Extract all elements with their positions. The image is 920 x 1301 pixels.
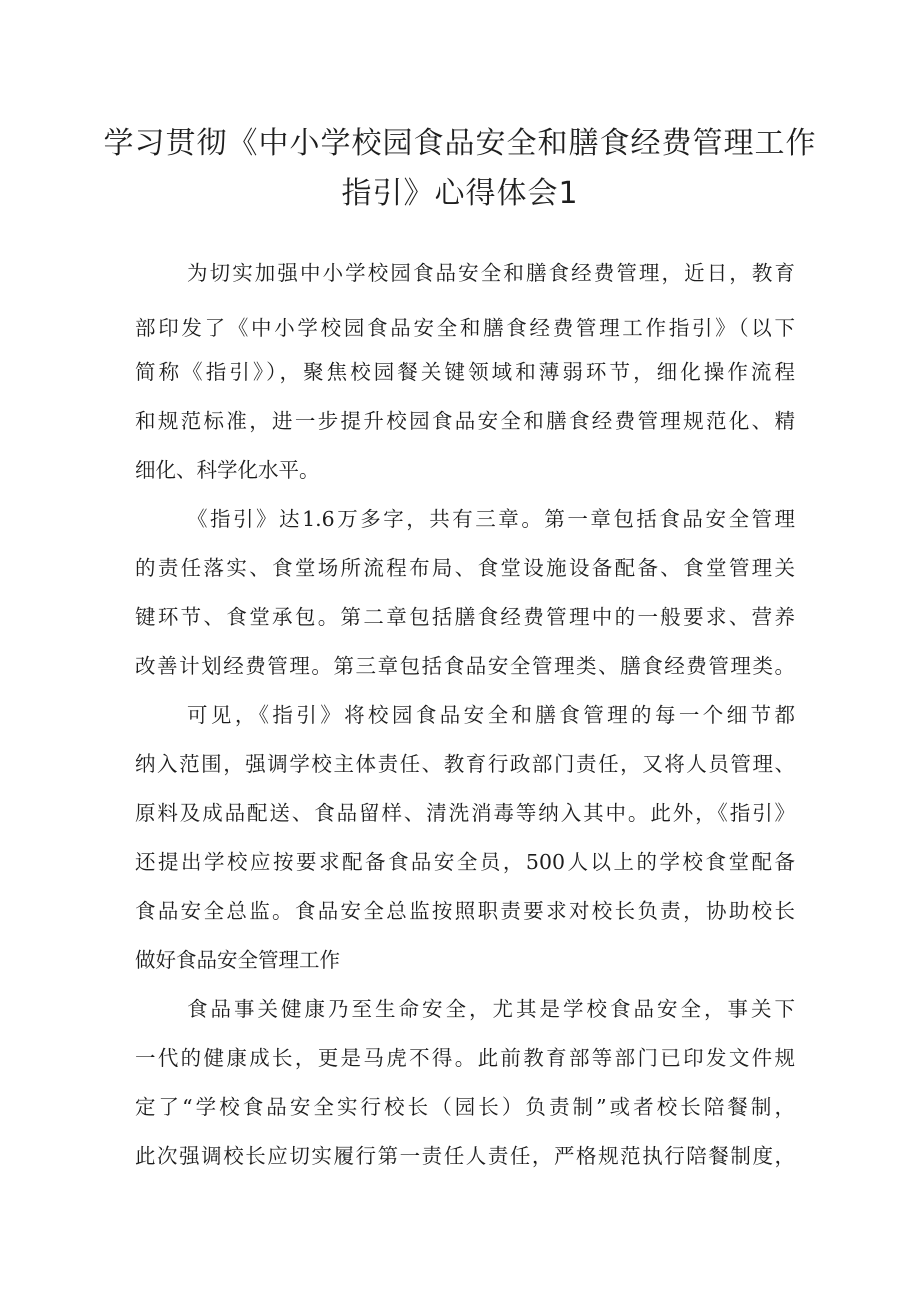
paragraph-1-line-4: 和规范标准，进一步提升校园食品安全和膳食经费管理规范化、精 [135, 409, 795, 433]
paragraph-2-line-4: 改善计划经费管理。第三章包括食品安全管理类、膳食经费管理类。 [135, 654, 795, 678]
paragraph-4-line-1: 食品事关健康乃至生命安全，尤其是学校食品安全，事关下 [187, 997, 795, 1021]
paragraph-2-line-1: 《指引》达1.6万多字，共有三章。第一章包括食品安全管理 [187, 507, 795, 531]
paragraph-3-line-4: 还提出学校应按要求配备食品安全员，500人以上的学校食堂配备 [135, 850, 795, 874]
paragraph-3-line-3: 原料及成品配送、食品留样、清洗消毒等纳入其中。此外，《指引》 [135, 801, 795, 825]
document-title-line-1: 学习贯彻《中小学校园食品安全和膳食经费管理工作 [103, 126, 817, 161]
paragraph-1-line-5: 细化、科学化水平。 [135, 458, 320, 482]
paragraph-3-line-1: 可见，《指引》将校园食品安全和膳食管理的每一个细节都 [187, 703, 795, 727]
document-title-line-2: 指引》心得体会1 [341, 176, 579, 211]
paragraph-1-line-1: 为切实加强中小学校园食品安全和膳食经费管理，近日，教育 [187, 261, 795, 285]
paragraph-3-line-5: 食品安全总监。食品安全总监按照职责要求对校长负责，协助校长 [135, 899, 795, 923]
paragraph-3-line-2: 纳入范围，强调学校主体责任、教育行政部门责任，又将人员管理、 [135, 752, 795, 776]
paragraph-1-line-3: 简称《指引》），聚焦校园餐关键领域和薄弱环节，细化操作流程 [135, 360, 795, 384]
paragraph-1-line-2: 部印发了《中小学校园食品安全和膳食经费管理工作指引》（以下 [135, 316, 795, 340]
paragraph-4-line-2: 一代的健康成长，更是马虎不得。此前教育部等部门已印发文件规 [135, 1046, 795, 1070]
paragraph-2-line-3: 键环节、食堂承包。第二章包括膳食经费管理中的一般要求、营养 [135, 605, 795, 629]
paragraph-4-line-3: 定了“学校食品安全实行校长（园长）负责制”或者校长陪餐制， [135, 1095, 795, 1119]
paragraph-2-line-2: 的责任落实、食堂场所流程布局、食堂设施设备配备、食堂管理关 [135, 556, 795, 580]
paragraph-3-line-6: 做好食品安全管理工作 [135, 948, 340, 972]
paragraph-4-line-4: 此次强调校长应切实履行第一责任人责任，严格规范执行陪餐制度， [135, 1144, 795, 1168]
